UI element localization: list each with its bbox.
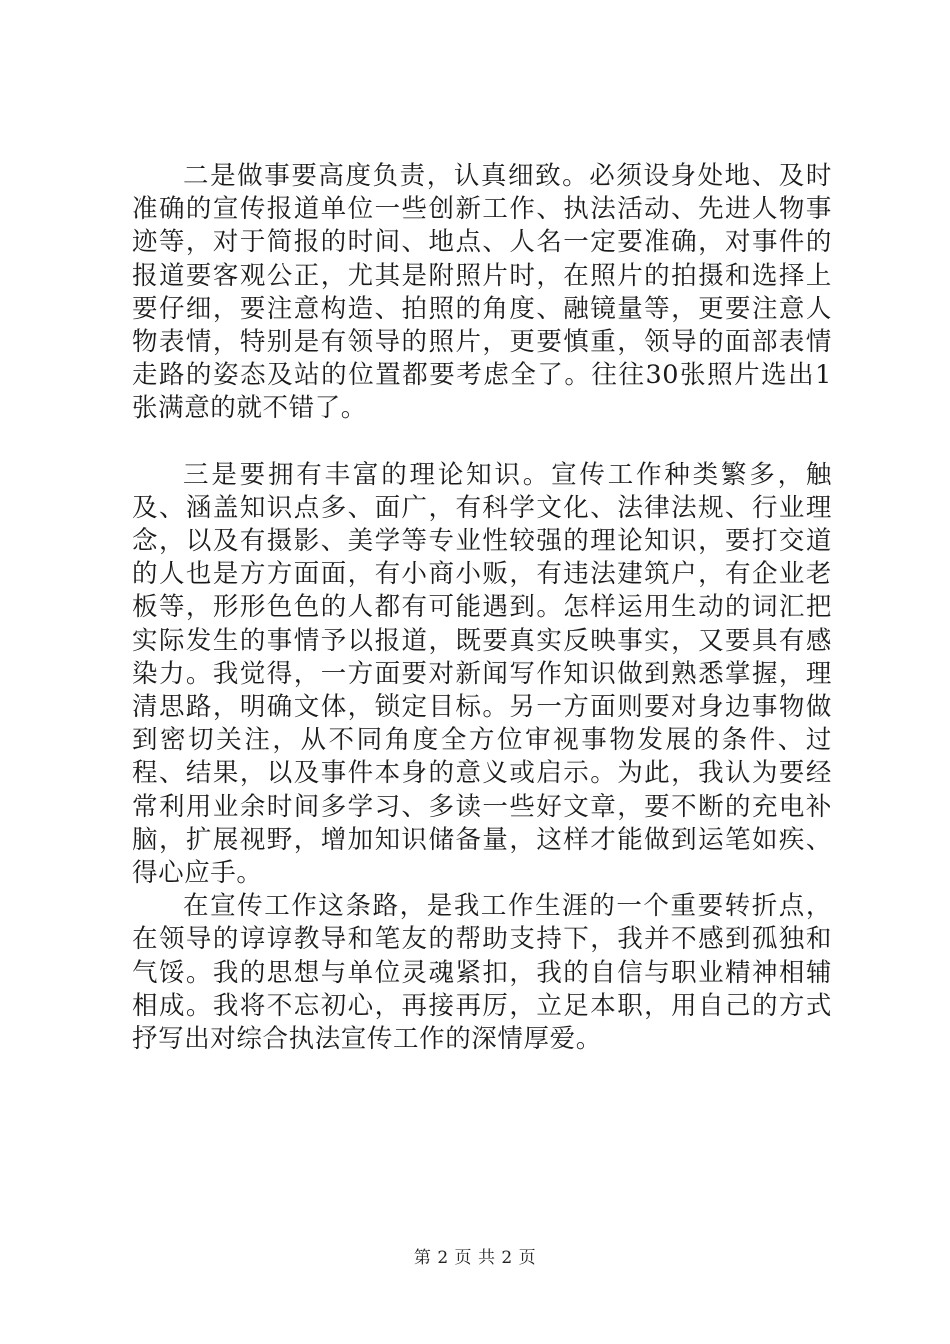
paragraph-theory-knowledge: 三是要拥有丰富的理论知识。宣传工作种类繁多，触及、涵盖知识点多、面广，有科学文化、法律法规、行业理念，以及有摄影、美学等专业性较强的理论知识，要打交道的人也是方方面面，有小商小贩，有违法建筑户，有企业老板等，形形色色的人都有可能遇到。怎样运用生动的词汇把实际发生的事情予以报道，既要真实反映事实，又要具有感染力。我觉得，一方面要对新闻写作知识做到熟悉掌握，理清思路，明确文体，锁定目标。另一方面则要对身边事物做到密切关注，从不同角度全方位审视事物发展的条件、过程、结果，以及事件本身的意义或启示。为此，我认为要经常利用业余时间多学习、多读一些好文章，要不断的充电补脑，扩展视野，增加知识储备量，这样才能做到运笔如疾、得心应手。 [132, 459, 832, 889]
paragraph-responsibility: 二是做事要高度负责，认真细致。必须设身处地、及时准确的宣传报道单位一些创新工作、执法活动、先进人物事迹等，对于简报的时间、地点、人名一定要准确，对事件的报道要客观公正，尤其是附照片时，在照片的拍摄和选择上要仔细，要注意构造、拍照的角度、融镜量等，更要注意人物表情，特别是有领导的照片，更要慎重，领导的面部表情走路的姿态及站的位置都要考虑全了。往往30张照片选出1张满意的就不错了。 [132, 161, 832, 424]
document-body [132, 160, 832, 1056]
page-number-footer: 第 2 页 共 2 页 [413, 1248, 537, 1268]
paragraph-conclusion: 在宣传工作这条路，是我工作生涯的一个重要转折点，在领导的谆谆教导和笔友的帮助支持下，我并不感到孤独和气馁。我的思想与单位灵魂紧扣，我的自信与职业精神相辅相成。我将不忘初心，再接再厉，立足本职，用自己的方式抒写出对综合执法宣传工作的深情厚爱。 [132, 891, 832, 1055]
